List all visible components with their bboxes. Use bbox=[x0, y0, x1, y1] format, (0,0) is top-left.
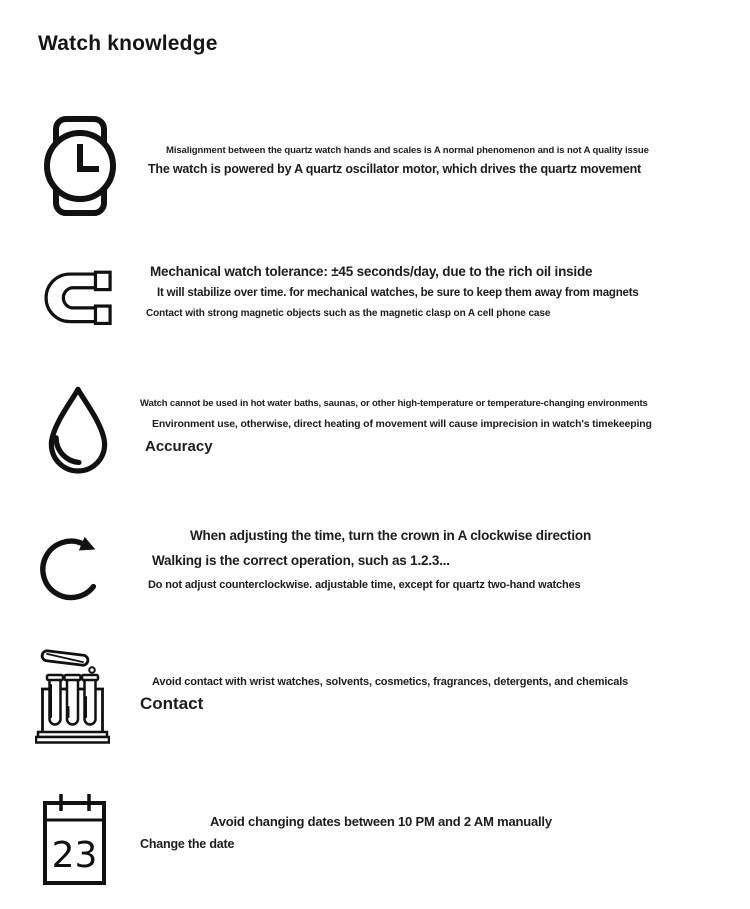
sub-line: It will stabilize over time. for mechanical watches, be sure to keep them away from magnets bbox=[157, 286, 639, 299]
note-line: Misalignment between the quartz watch hands and scales is A normal phenomenon and is not A quality issue bbox=[166, 145, 649, 156]
section-heading: Contact bbox=[140, 693, 204, 713]
note-line: Watch cannot be used in hot water baths, saunas, or other high-temperature or temperature-changing environments bbox=[140, 398, 648, 409]
sub-line: Avoid contact with wrist watches, solvents, cosmetics, fragrances, detergents, and chemicals bbox=[152, 676, 629, 688]
section-heading: Accuracy bbox=[145, 437, 213, 455]
note-line: Do not adjust counterclockwise. adjustable time, except for quartz two-hand watches bbox=[148, 578, 581, 591]
section-time-adjustment bbox=[0, 520, 750, 615]
section-date-change bbox=[0, 788, 750, 893]
section-chemical-contact bbox=[0, 643, 750, 748]
section-text bbox=[0, 528, 750, 592]
note-line: Contact with strong magnetic objects such as the magnetic clasp on A cell phone case bbox=[146, 308, 551, 320]
section-magnetism bbox=[0, 258, 750, 338]
calendar-day-number: 23 bbox=[51, 835, 98, 876]
section-quartz-movement bbox=[0, 112, 750, 222]
sub-line: Environment use, otherwise, direct heating of movement will cause imprecision in watch's timekeeping bbox=[152, 418, 652, 431]
section-text bbox=[0, 145, 750, 177]
sub-line: Change the date bbox=[140, 837, 235, 852]
main-line: Mechanical watch tolerance: ±45 seconds/day, due to the rich oil inside bbox=[150, 264, 593, 279]
page-title: Watch knowledge bbox=[38, 32, 218, 55]
section-text bbox=[0, 264, 750, 320]
main-line: The watch is powered by A quartz oscillator motor, which drives the quartz movement bbox=[148, 162, 641, 177]
section-text bbox=[0, 676, 750, 714]
main-line: When adjusting the time, turn the crown in A clockwise direction bbox=[190, 528, 591, 543]
section-text bbox=[0, 814, 750, 852]
section-text bbox=[0, 398, 750, 455]
sub-line: Walking is the correct operation, such as 1.2.3... bbox=[152, 552, 450, 568]
section-accuracy bbox=[0, 381, 750, 486]
main-line: Avoid changing dates between 10 PM and 2 AM manually bbox=[210, 814, 552, 829]
